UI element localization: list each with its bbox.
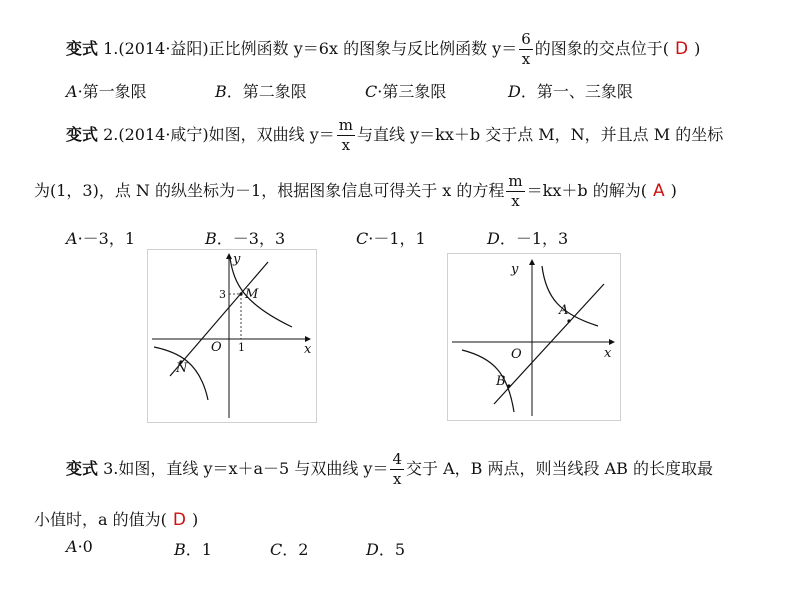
q3-frac-num: 4 — [392, 450, 402, 468]
q3-text-a: 3.如图，直线 y＝x＋a－5 与双曲线 y＝ — [98, 459, 389, 478]
q3-answer: D — [172, 510, 186, 530]
q3-stem-line1 — [66, 452, 713, 487]
q2-tick-1: 1 — [238, 341, 245, 354]
q2-line2-frac-num: m — [508, 172, 523, 190]
q2-label-y: y — [233, 252, 241, 267]
q3-graph-svg — [448, 254, 620, 420]
q3-label: 变式 — [66, 459, 99, 478]
q1-stem — [66, 32, 700, 67]
q2-option-d[interactable]: D．－1，3 — [487, 229, 569, 248]
q1-answer: D — [675, 39, 689, 59]
q1-close: ) — [694, 39, 701, 58]
q2-stem-line2 — [34, 174, 677, 209]
q3-label-y: y — [511, 262, 519, 277]
q3-close: ) — [191, 510, 199, 529]
q2-stem-line1 — [66, 118, 723, 153]
q3-hyperbola-lower — [462, 350, 514, 412]
q3-option-a[interactable]: A·0 — [66, 537, 93, 556]
q1-fraction — [519, 32, 533, 67]
q3-frac-den: x — [392, 470, 402, 488]
q3-line2-a: 小值时，a 的值为( — [34, 510, 167, 529]
q3-option-c[interactable]: C．2 — [270, 540, 309, 559]
q3-label-x: x — [604, 346, 612, 361]
q2-answer: A — [652, 181, 665, 201]
q1-frac-den: x — [521, 50, 531, 68]
q2-point-m — [239, 292, 242, 295]
q3-label-o: O — [511, 347, 522, 362]
q2-frac-num: m — [338, 116, 354, 134]
q2-label-n: N — [176, 361, 188, 376]
q2-frac-den: x — [341, 136, 351, 154]
q2-hyperbola-upper — [230, 258, 292, 327]
q3-option-b[interactable]: B．1 — [174, 540, 212, 559]
q3-text-b: 交于 A，B 两点，则当线段 AB 的长度取最 — [406, 459, 713, 478]
q2-label-m: M — [245, 287, 259, 302]
q3-hyperbola-upper — [542, 266, 598, 326]
q1-text-a: 1.(2014·益阳)正比例函数 y＝6x 的图象与反比例函数 y＝ — [98, 39, 518, 58]
q2-text-b: 与直线 y＝kx＋b 交于点 M，N，并且点 M 的坐标 — [357, 125, 724, 144]
q3-graph — [447, 253, 621, 421]
q3-label-b: B — [496, 374, 506, 389]
q2-label-o: O — [211, 340, 222, 355]
q2-option-b[interactable]: B．－3，3 — [205, 229, 286, 248]
q1-option-d[interactable]: D．第一、三象限 — [508, 82, 633, 101]
q1-option-a[interactable]: A·第一象限 — [66, 82, 147, 101]
q2-line2-frac-den: x — [511, 192, 520, 210]
q2-graph-svg — [148, 250, 316, 422]
q2-option-a[interactable]: A·－3，1 — [66, 229, 136, 248]
q3-stem-line2 — [34, 507, 198, 530]
q2-label-x: x — [304, 342, 312, 357]
q3-point-a — [567, 319, 570, 322]
q1-label: 变式 — [66, 39, 99, 58]
q2-text-a: 2.(2014·咸宁)如图，双曲线 y＝ — [98, 125, 335, 144]
q2-close: ) — [670, 181, 677, 200]
q2-line-kx-b — [170, 262, 268, 376]
q2-option-c[interactable]: C·－1，1 — [356, 229, 426, 248]
q3-point-b — [507, 384, 510, 387]
q3-label-a: A — [559, 303, 569, 318]
q2-graph — [147, 249, 317, 423]
q1-option-b[interactable]: B．第二象限 — [215, 82, 307, 101]
q2-label: 变式 — [66, 125, 99, 144]
q2-line2-a: 为(1，3)，点 N 的纵坐标为－1，根据图象信息可得关于 x 的方程 — [34, 181, 505, 200]
q2-fraction — [337, 118, 355, 153]
q3-fraction — [390, 452, 404, 487]
q1-text-b: 的图象的交点位于( — [534, 39, 669, 58]
q2-tick-3: 3 — [219, 288, 226, 301]
q1-option-c[interactable]: C·第三象限 — [365, 82, 447, 101]
q1-frac-num: 6 — [521, 30, 531, 48]
q2-line2-b: ＝kx＋b 的解为( — [526, 181, 647, 200]
q2-line2-fraction — [506, 174, 524, 209]
q3-option-d[interactable]: D．5 — [366, 540, 406, 559]
